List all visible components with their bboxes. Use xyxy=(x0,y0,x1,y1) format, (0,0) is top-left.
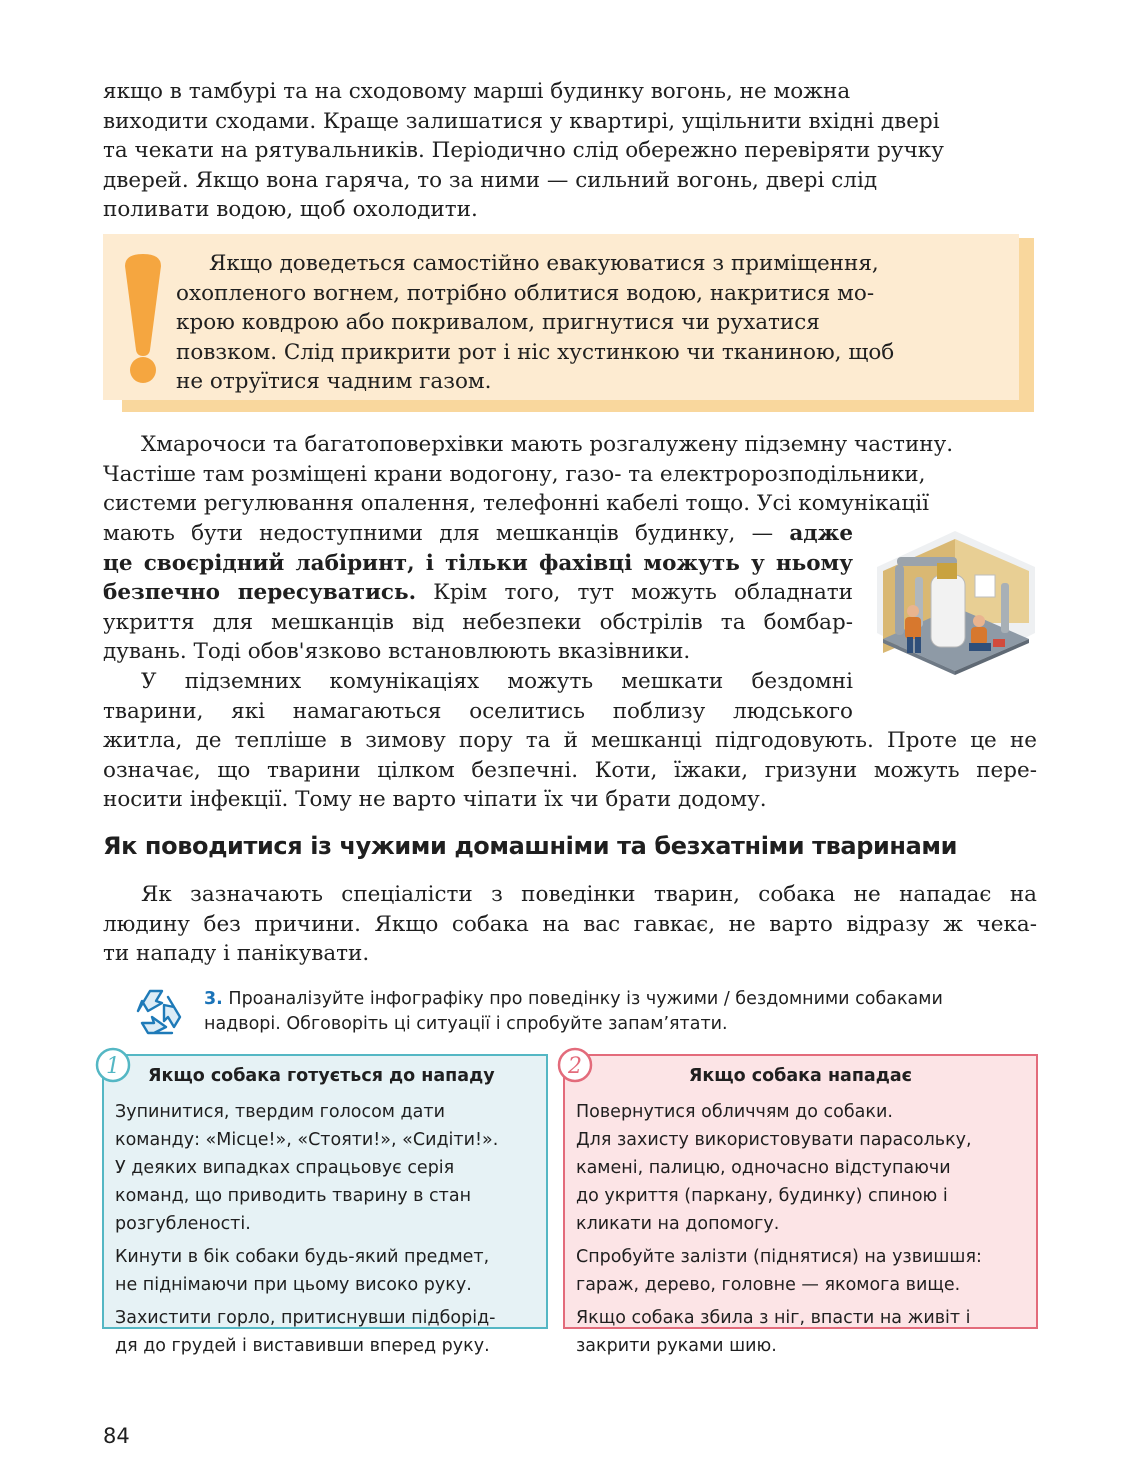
text-line: означає, що тварини цілком безпечні. Коти, їжаки, гризуни можуть пере- xyxy=(103,757,1037,783)
intro-paragraph xyxy=(103,77,1037,225)
warning-text xyxy=(176,249,980,397)
text-line: Хмарочоси та багатоповерхівки мають розгалужену підземну частину. xyxy=(141,432,954,457)
box-paragraph xyxy=(115,1098,498,1238)
text-line: гараж, дерево, головне — якомога вище. xyxy=(576,1275,961,1295)
box-paragraph xyxy=(576,1243,982,1299)
text-line: дувань. Тоді обов'язково встановлюють вказівники. xyxy=(103,639,691,665)
text-line: житла, де тепліше в зимову пору та й мешканці підгодовують. Проте це не xyxy=(103,728,1037,753)
text-line: людину без причини. Якщо собака на вас гавкає, не варто відразу ж чека- xyxy=(103,911,1037,937)
animals-paragraph xyxy=(103,726,1037,815)
text-line: Зупинитися, твердим голосом дати xyxy=(115,1102,445,1122)
text-line xyxy=(103,549,853,579)
box-paragraph xyxy=(576,1098,982,1238)
box-title: Якщо собака готується до нападу xyxy=(148,1066,495,1086)
text-line: дверей. Якщо вона гаряча, то за ними — сильний вогонь, двері слід xyxy=(103,167,878,193)
text-line: ти нападу і панікувати. xyxy=(103,941,370,967)
box-body xyxy=(115,1098,498,1365)
text-line: носити інфекції. Тому не варто чіпати їх чи брати додому. xyxy=(103,787,767,813)
text-line: системи регулювання опалення, телефонні кабелі тощо. Усі комунікації xyxy=(103,491,929,517)
text-run: Проаналізуйте інфографіку про поведінку із чужими / бездомними собаками xyxy=(228,989,943,1009)
text-line: дя до грудей і виставивши вперед руку. xyxy=(115,1336,490,1356)
exclamation-icon xyxy=(121,252,165,386)
infographic-box-attack xyxy=(563,1054,1038,1356)
text-line: Для захисту використовувати парасольку, xyxy=(576,1130,972,1150)
text-line: Якщо собака збила з ніг, впасти на живіт і xyxy=(576,1308,971,1328)
text-line xyxy=(204,987,1044,1012)
box-paragraph xyxy=(115,1243,498,1299)
skyscrapers-paragraph xyxy=(103,430,1037,519)
text-line: повзком. Слід прикрити рот і ніс хустинкою чи тканиною, щоб xyxy=(176,339,895,365)
basement-illustration xyxy=(875,527,1037,677)
text-run: Крім того, тут можуть обладнати xyxy=(433,580,853,606)
text-line: не піднімаючи при цьому високо руку. xyxy=(115,1275,472,1295)
badge-number: 2 xyxy=(568,1054,582,1079)
text-line xyxy=(103,578,853,608)
text-line: Якщо доведеться самостійно евакуюватися з приміщення, xyxy=(209,251,879,276)
text-line: У деяких випадках спрацьовує серія xyxy=(115,1158,455,1178)
text-line: тварини, які намагаються оселитись поблизу людського xyxy=(103,698,853,724)
text-line: розгубленості. xyxy=(115,1214,251,1234)
page-number: 84 xyxy=(103,1424,130,1448)
task-number: 3. xyxy=(204,989,223,1009)
text-line: камені, палицю, одночасно відступаючи xyxy=(576,1158,951,1178)
text-line: У підземних комунікаціях можуть мешкати бездомні xyxy=(141,668,853,694)
text-run: мають бути недоступними для мешканців будинку, — xyxy=(103,521,774,546)
text-line: до укриття (паркану, будинку) спиною і xyxy=(576,1186,948,1206)
text-line: не отруїтися чадним газом. xyxy=(176,369,492,395)
text-line: команд, що приводить тварину в стан xyxy=(115,1186,472,1206)
text-line: якщо в тамбурі та на сходовому марші будинку вогонь, не можна xyxy=(103,79,851,104)
text-line: укриття для мешканців від небезпеки обстрілів та бомбар- xyxy=(103,609,853,635)
text-line: Захистити горло, притиснувши підборід- xyxy=(115,1308,496,1328)
bold-text: адже xyxy=(789,521,853,546)
text-line: крою ковдрою або покривалом, пригнутися чи рухатися xyxy=(176,310,820,336)
text-line: надворі. Обговоріть ці ситуації і спробуйте запам’ятати. xyxy=(204,1014,728,1034)
task-text xyxy=(204,987,1044,1037)
text-line: кликати на допомогу. xyxy=(576,1214,780,1234)
number-badge-2 xyxy=(556,1046,594,1084)
text-line: команду: «Місце!», «Стояти!», «Сидіти!». xyxy=(115,1130,499,1150)
text-line: виходити сходами. Краще залишатися у квартирі, ущільнити вхідні двері xyxy=(103,108,940,134)
bold-text: це своєрідний лабіринт, і тільки фахівці можуть у ньому xyxy=(103,550,853,576)
text-line: Кинути в бік собаки будь-який предмет, xyxy=(115,1247,490,1267)
text-line: охопленого вогнем, потрібно облитися водою, накритися мо- xyxy=(176,280,875,306)
text-line: Повернутися обличчям до собаки. xyxy=(576,1102,893,1122)
box-title: Якщо собака нападає xyxy=(688,1066,913,1086)
infographic-box-prepare xyxy=(102,1054,548,1356)
skyscrapers-paragraph-wrap xyxy=(103,519,853,726)
dogs-paragraph xyxy=(103,880,1037,969)
box-body xyxy=(576,1098,982,1365)
text-line xyxy=(103,519,853,549)
recycle-arrows-icon xyxy=(124,983,188,1043)
box-paragraph xyxy=(576,1304,982,1360)
box-paragraph xyxy=(115,1304,498,1360)
section-heading: Як поводитися із чужими домашніми та безхатніми тваринами xyxy=(103,832,958,860)
text-line: Спробуйте залізти (піднятися) на узвишшя: xyxy=(576,1247,982,1267)
text-line: поливати водою, щоб охолодити. xyxy=(103,197,478,223)
text-line: Як зазначають спеціалісти з поведінки тварин, собака не нападає на xyxy=(141,882,1037,907)
text-line: та чекати на рятувальників. Періодично слід обережно перевіряти ручку xyxy=(103,138,944,164)
badge-number: 1 xyxy=(106,1054,120,1079)
bold-text: безпечно пересуватись. xyxy=(103,580,417,606)
number-badge-1 xyxy=(94,1046,132,1084)
text-line: закрити руками шию. xyxy=(576,1336,777,1356)
text-line: Частіше там розміщені крани водогону, газо- та електророзподільники, xyxy=(103,461,926,487)
